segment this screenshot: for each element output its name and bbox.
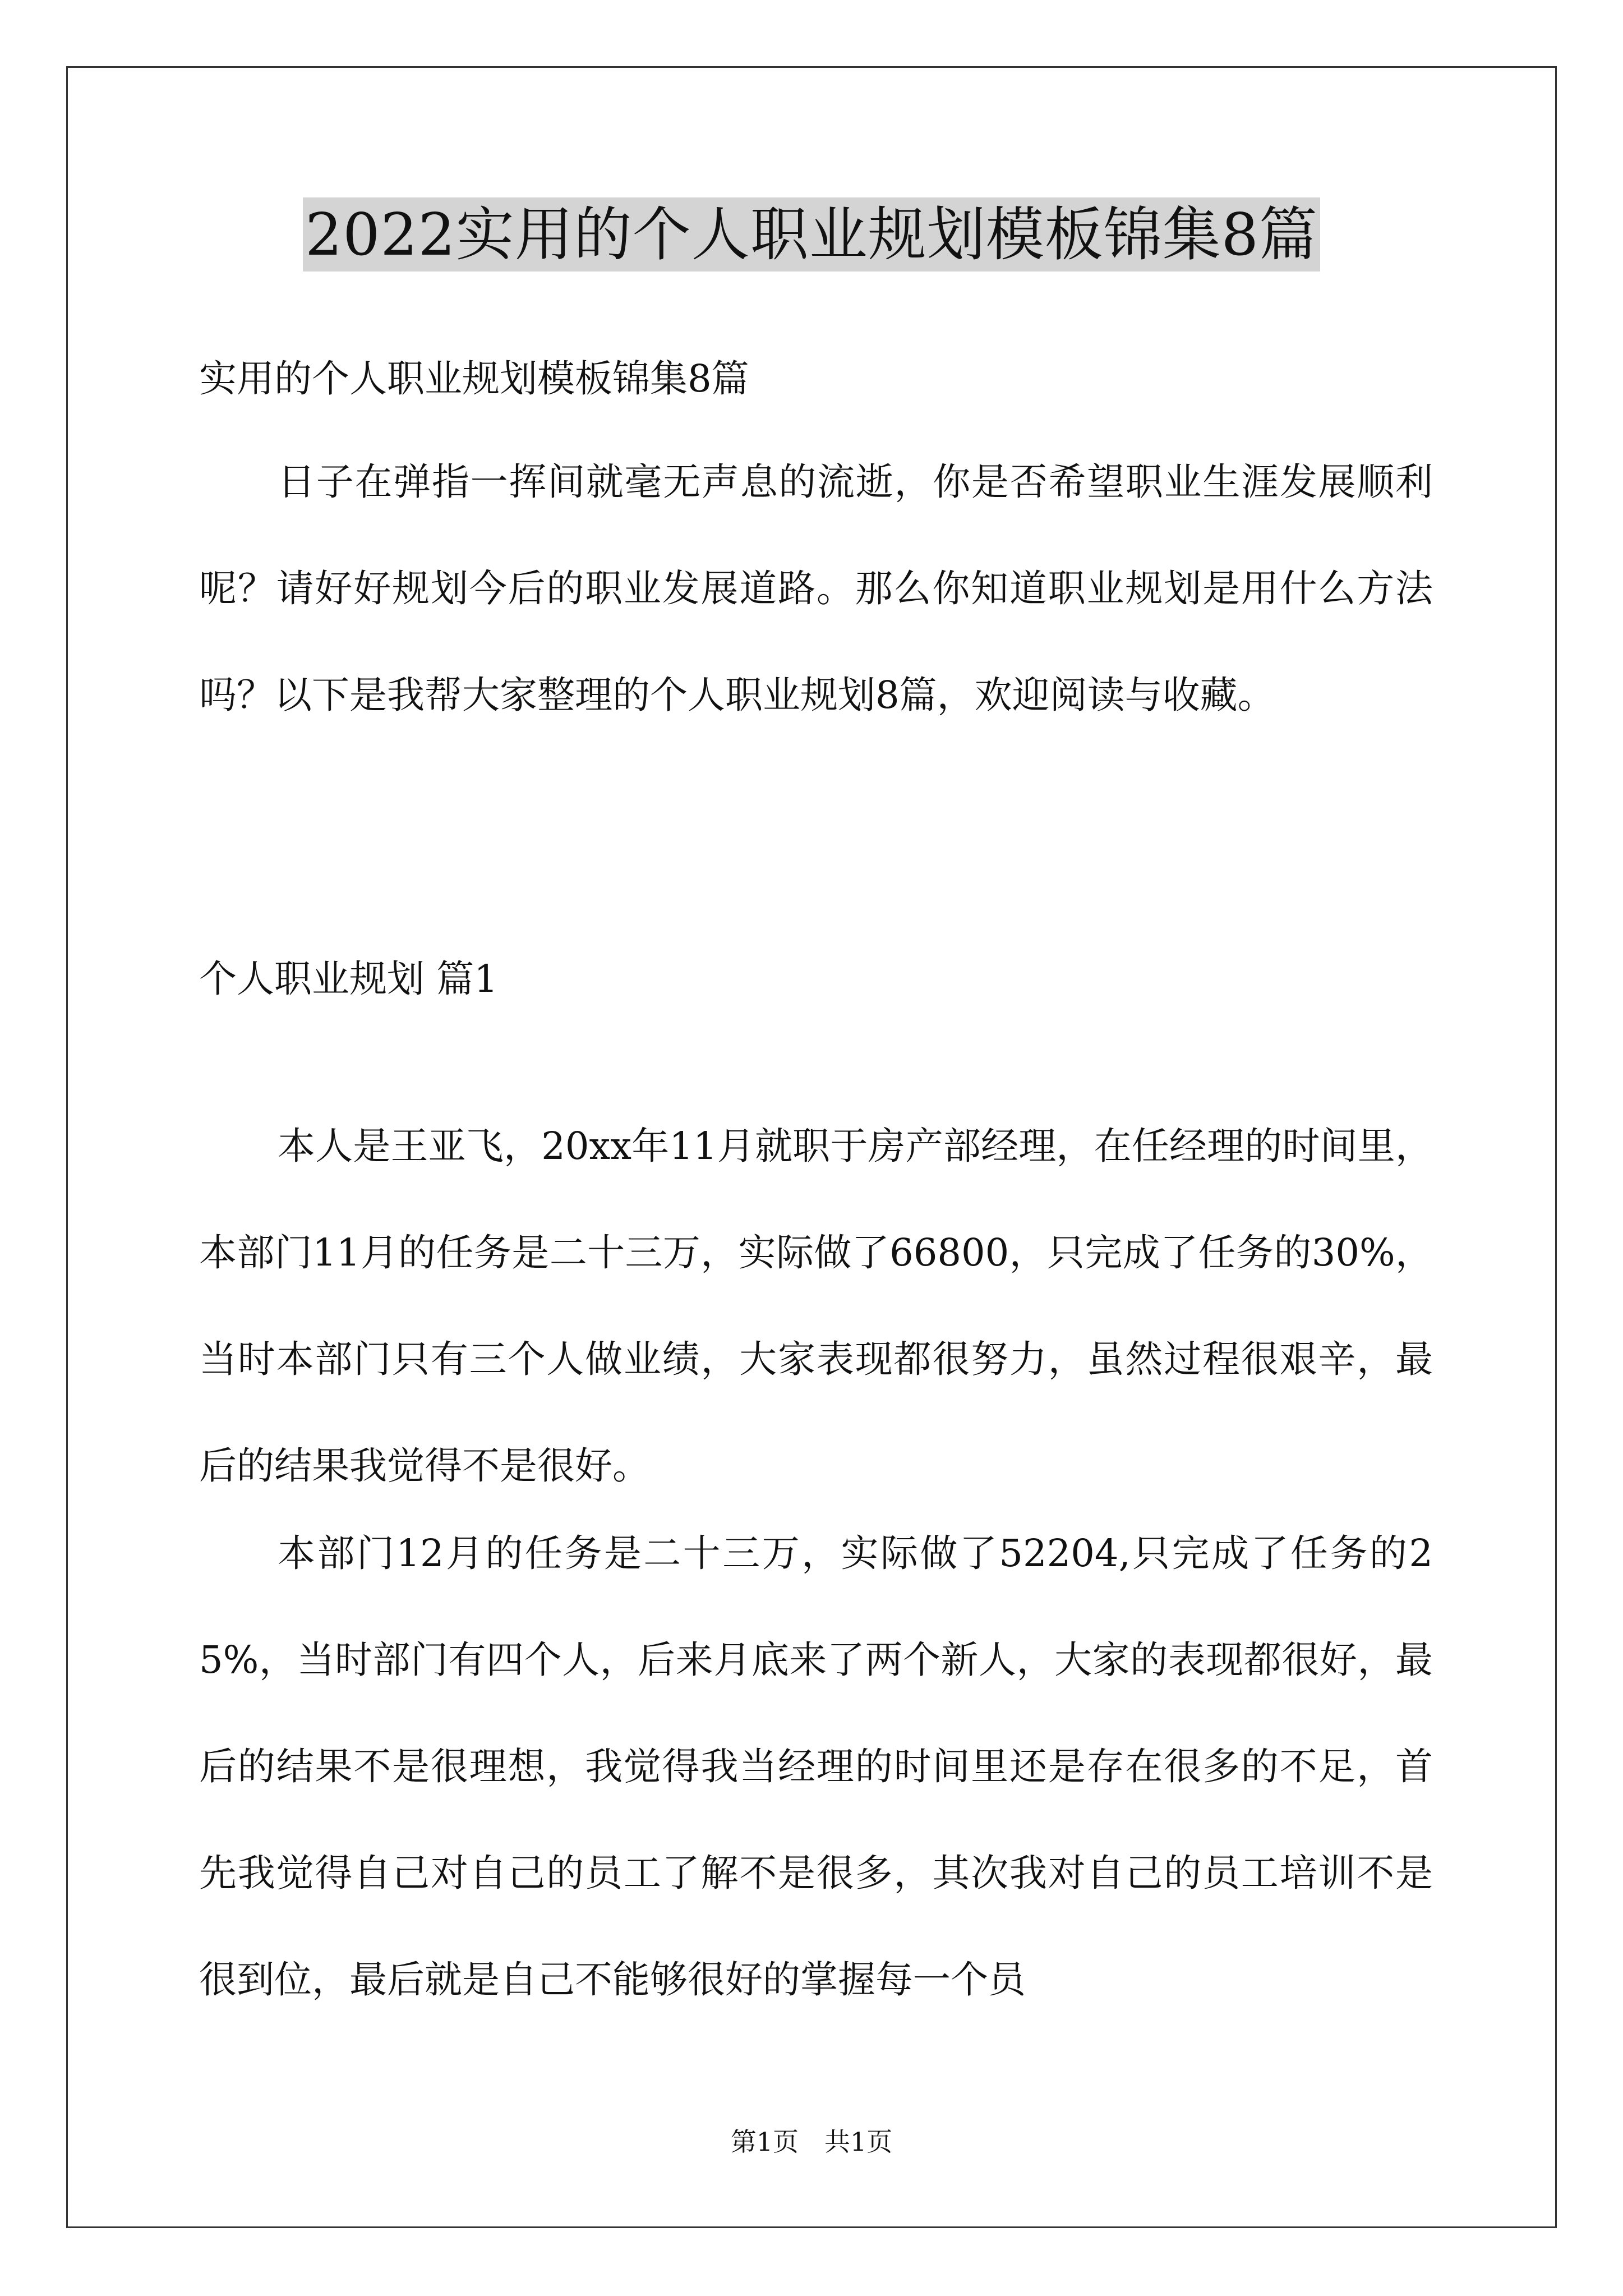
page-footer: 第1页 共1页 <box>730 2127 893 2157</box>
document-subtitle: 实用的个人职业规划模板锦集8篇 <box>199 357 749 401</box>
intro-paragraph: 日子在弹指一挥间就毫无声息的流逝，你是否希望职业生涯发展顺利呢？请好好规划今后的职业发展道路。那么你知道职业规划是用什么方法吗？以下是我帮大家整理的个人职业规划8篇，欢迎阅读与收藏。 <box>199 460 1433 717</box>
body-paragraph-1: 本人是王亚飞，20xx年11月就职于房产部经理，在任经理的时间里，本部门11月的任务是二十三万，实际做了66800，只完成了任务的30%，当时本部门只有三个人做业绩，大家表现都很努力，虽然过程很艰辛，最后的结果我觉得不是很好。 <box>199 1124 1433 1488</box>
body-paragraph-2: 本部门12月的任务是二十三万，实际做了52204,只完成了任务的25%，当时部门有四个人，后来月底来了两个新人，大家的表现都很好，最后的结果不是很理想，我觉得我当经理的时间里还是存在很多的不足，首先我觉得自己对自己的员工了解不是很多，其次我对自己的员工培训不是很到位，最后就是自己不能够很好的掌握每一个员 <box>199 1531 1433 2001</box>
section-heading: 个人职业规划 篇1 <box>199 957 498 1001</box>
document-title: 2022实用的个人职业规划模板锦集8篇 <box>303 197 1320 272</box>
title-container <box>0 197 1623 272</box>
